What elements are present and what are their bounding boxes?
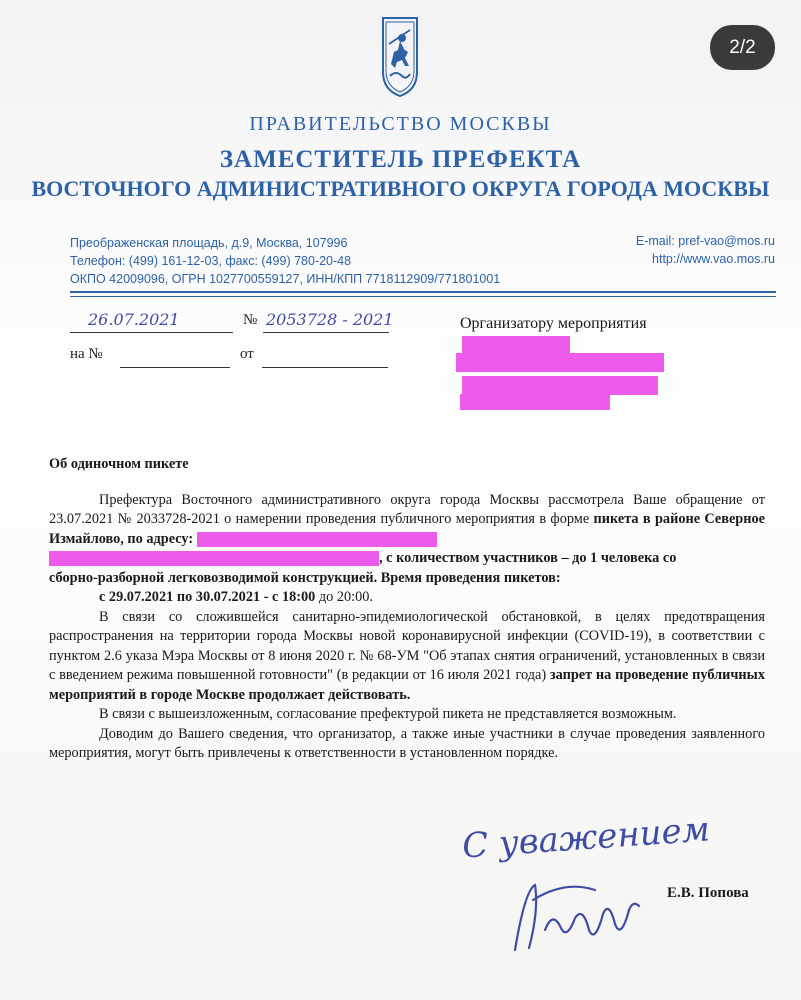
redaction-bar <box>456 353 664 372</box>
number-label: № <box>243 312 258 328</box>
signature-closing: С уважением <box>460 809 712 867</box>
header-divider-thin <box>70 296 776 297</box>
date-underline <box>70 331 233 333</box>
moscow-coat-of-arms-icon <box>380 14 420 98</box>
letter-subject: Об одиночном пикете <box>49 456 189 472</box>
redaction-bar <box>49 551 379 566</box>
reply-to-label: на № <box>70 346 103 362</box>
redaction-bar <box>460 394 610 410</box>
number-underline <box>263 331 389 333</box>
government-title: ПРАВИТЕЛЬСТВО МОСКВЫ <box>249 113 552 135</box>
registry-codes-line: ОКПО 42009096, ОГРН 1027700559127, ИНН/КПП 7718112909/771801001 <box>70 272 501 286</box>
paragraph-1: Префектура Восточного административного округа города Москвы рассмотрела Ваше обращение от 23.07.2021 № 2033728-2021 о намерении проведения публичного мероприятия в форме пикета в районе Северное Измайлово, по адресу: , с количеством участников – до 1 человека со сборно-разборной легковозводимой конструкцией. Время проведения пикетов: с 29.07.2021 по 30.07.2021 - с 18:00 до 20:00. <box>49 491 765 605</box>
phone-line: Телефон: (499) 161-12-03, факс: (499) 780-20-48 <box>70 254 352 268</box>
redaction-bar <box>462 376 658 395</box>
reply-from-label: от <box>240 346 254 362</box>
district-title: ВОСТОЧНОГО АДМИНИСТРАТИВНОГО ОКРУГА ГОРОДА МОСКВЫ <box>31 176 770 201</box>
header-divider <box>70 291 776 293</box>
page-indicator-badge[interactable]: 2/2 <box>710 25 775 70</box>
website-line[interactable]: http://www.vao.mos.ru <box>652 252 775 266</box>
redaction-bar <box>197 532 437 547</box>
reply-from-underline <box>262 366 388 368</box>
deputy-prefect-title: ЗАМЕСТИТЕЛЬ ПРЕФЕКТА <box>219 146 582 173</box>
handwritten-signature <box>505 870 645 960</box>
paragraph-2: В связи со сложившейся санитарно-эпидемиологической обстановкой, в целях предотвращения распространения на территории города Москвы новой коронавирусной инфекции (COVID-19), в соответствии с пунктом 2.6 указа Мэра Москвы от 8 июня 2020 г. № 68-УМ "Об этапах снятия ограничений, установленных в связи с введением режима повышенной готовности" (в редакции от 16 июля 2021 года) запрет на проведение публичных мероприятий в городе Москве продолжает действовать. <box>49 608 765 703</box>
addressee-line: Организатору мероприятия <box>460 315 647 332</box>
email-line[interactable]: E-mail: pref-vao@mos.ru <box>635 234 775 248</box>
letter-body <box>49 455 765 764</box>
outgoing-number: 2053728 - 2021 <box>266 310 394 329</box>
redaction-bar <box>462 336 570 353</box>
paragraph-4: Доводим до Вашего сведения, что организатор, а также иные участники в случае проведения заявленного мероприятия, могут быть привлечены к ответственности в установленном порядке. <box>49 725 765 761</box>
outgoing-date: 26.07.2021 <box>88 310 180 329</box>
signatory-name: Е.В. Попова <box>667 885 749 901</box>
address-line: Преображенская площадь, д.9, Москва, 107996 <box>70 236 348 250</box>
reply-to-underline <box>120 366 230 368</box>
paragraph-3: В связи с вышеизложенным, согласование префектурой пикета не представляется возможным. <box>99 706 677 722</box>
